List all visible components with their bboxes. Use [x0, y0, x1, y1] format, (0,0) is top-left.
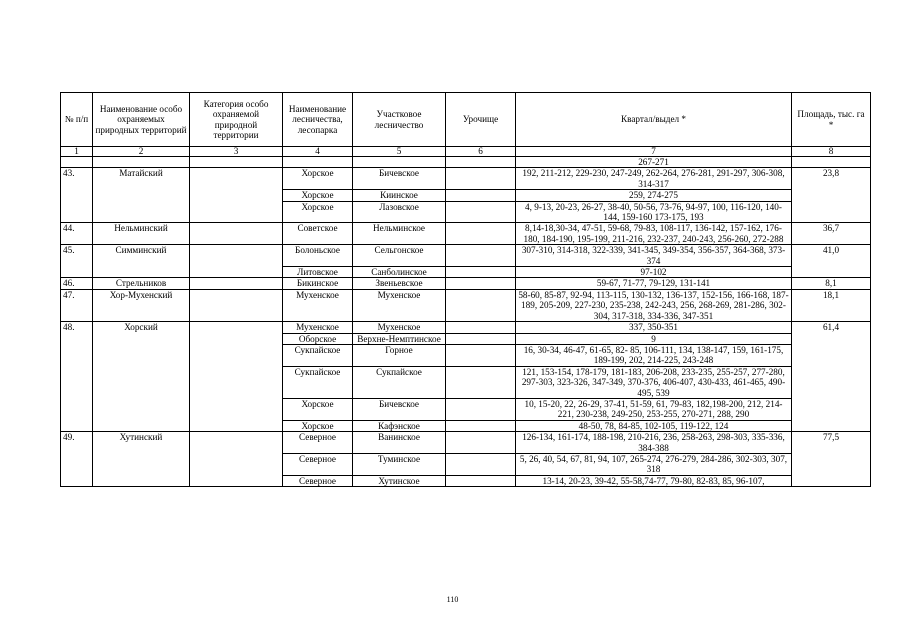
- cell-tract: [446, 475, 516, 486]
- cell-district-forestry: Сельгонское: [353, 245, 446, 267]
- column-number: 6: [446, 147, 516, 157]
- cell-district-forestry: Звеньевское: [353, 278, 446, 289]
- table-row: [61, 322, 871, 333]
- cell-quarter: 121, 153-154, 178-179, 181-183, 206-208, 233-235, 255-257, 277-280, 297-303, 323-326, 347-349, 370-376, 406-407, 430-433, 461-465, 490-495, 539: [516, 366, 792, 398]
- header-number: № п/п: [61, 93, 93, 147]
- cell-forestry: Советское: [283, 223, 353, 245]
- cell-number: 46.: [61, 278, 93, 289]
- cell-area: 77,5: [792, 432, 871, 487]
- cell-category: [190, 157, 283, 168]
- column-number: 8: [792, 147, 871, 157]
- cell-forestry: [283, 157, 353, 168]
- cell-tract: [446, 420, 516, 431]
- cell-tract: [446, 201, 516, 223]
- cell-forestry: Мухенское: [283, 289, 353, 321]
- cell-category: [190, 278, 283, 289]
- cell-territory-name: [93, 157, 190, 168]
- column-number: 3: [190, 147, 283, 157]
- header-quarter: Квартал/выдел *: [516, 93, 792, 147]
- cell-category: [190, 223, 283, 245]
- cell-district-forestry: Санболинское: [353, 267, 446, 278]
- cell-number: 49.: [61, 432, 93, 487]
- cell-tract: [446, 190, 516, 201]
- cell-forestry: Сукпайское: [283, 344, 353, 366]
- cell-forestry: Северное: [283, 432, 353, 454]
- cell-district-forestry: Горное: [353, 344, 446, 366]
- table-row: [61, 245, 871, 267]
- cell-territory-name: Хор-Мухенский: [93, 289, 190, 321]
- header-district-forestry: Участковое лесничество: [353, 93, 446, 147]
- cell-district-forestry: Верхне-Немптинское: [353, 333, 446, 344]
- cell-quarter: 337, 350-351: [516, 322, 792, 333]
- cell-quarter: 5, 26, 40, 54, 67, 81, 94, 107, 265-274, 276-279, 284-286, 302-303, 307, 318: [516, 453, 792, 475]
- cell-number: 47.: [61, 289, 93, 321]
- cell-area: 41,0: [792, 245, 871, 278]
- cell-quarter: 9: [516, 333, 792, 344]
- header-forestry: Наименование лесничества, лесопарка: [283, 93, 353, 147]
- cell-forestry: Хорское: [283, 201, 353, 223]
- cell-quarter: 10, 15-20, 22, 26-29, 37-41, 51-59, 61, 79-83, 182,198-200, 212, 214-221, 230-238, 249-250, 253-255, 270-271, 288, 290: [516, 398, 792, 420]
- cell-area: 61,4: [792, 322, 871, 432]
- cell-category: [190, 322, 283, 432]
- cell-forestry: Северное: [283, 475, 353, 486]
- cell-tract: [446, 267, 516, 278]
- cell-district-forestry: Нельминское: [353, 223, 446, 245]
- cell-territory-name: Стрельников: [93, 278, 190, 289]
- cell-forestry: Мухенское: [283, 322, 353, 333]
- cell-area: 23,8: [792, 168, 871, 223]
- cell-forestry: Хорское: [283, 398, 353, 420]
- cell-tract: [446, 432, 516, 454]
- column-number: 5: [353, 147, 446, 157]
- column-numbers-row: [61, 147, 871, 157]
- table-row: [61, 278, 871, 289]
- cell-forestry: Хорское: [283, 420, 353, 431]
- cell-district-forestry: Кафэнское: [353, 420, 446, 431]
- table-row: [61, 168, 871, 190]
- cell-quarter: 4, 9-13, 20-23, 26-27, 38-40, 50-56, 73-76, 94-97, 100, 116-120, 140-144, 159-160 173-175, 193: [516, 201, 792, 223]
- cell-district-forestry: Хутинское: [353, 475, 446, 486]
- cell-forestry: Северное: [283, 453, 353, 475]
- cell-forestry: Бикинское: [283, 278, 353, 289]
- cell-category: [190, 245, 283, 278]
- cell-category: [190, 168, 283, 223]
- table-row: [61, 289, 871, 321]
- cell-quarter: 8,14-18,30-34, 47-51, 59-68, 79-83, 108-117, 136-142, 157-162, 176-180, 184-190, 195-199, 211-216, 232-237, 240-243, 256-260, 272-288: [516, 223, 792, 245]
- protected-areas-table: [60, 92, 871, 487]
- column-number: 2: [93, 147, 190, 157]
- cell-number: 43.: [61, 168, 93, 223]
- cell-forestry: Хорское: [283, 190, 353, 201]
- table-row: [61, 432, 871, 454]
- cell-territory-name: Матайский: [93, 168, 190, 223]
- cell-category: [190, 432, 283, 487]
- cell-tract: [446, 333, 516, 344]
- cell-territory-name: Нельминский: [93, 223, 190, 245]
- cell-area: [792, 157, 871, 168]
- cell-territory-name: Симминский: [93, 245, 190, 278]
- cell-district-forestry: Мухенское: [353, 289, 446, 321]
- header-tract: Урочище: [446, 93, 516, 147]
- cell-forestry: Болоньское: [283, 245, 353, 267]
- table-row: [61, 223, 871, 245]
- header-area: Площадь, тыс. га *: [792, 93, 871, 147]
- cell-area: 36,7: [792, 223, 871, 245]
- cell-number: [61, 157, 93, 168]
- column-number: 1: [61, 147, 93, 157]
- cell-tract: [446, 344, 516, 366]
- cell-district-forestry: Бичевское: [353, 168, 446, 190]
- cell-tract: [446, 278, 516, 289]
- cell-quarter: 16, 30-34, 46-47, 61-65, 82- 85, 106-111, 134, 138-147, 159, 161-175, 189-199, 202, 214-225, 243-248: [516, 344, 792, 366]
- page-number: 110: [446, 595, 459, 604]
- column-number: 7: [516, 147, 792, 157]
- column-number: 4: [283, 147, 353, 157]
- header-territory-name: Наименование особо охраняемых природных территорий: [93, 93, 190, 147]
- cell-quarter: 192, 211-212, 229-230, 247-249, 262-264, 276-281, 291-297, 306-308, 314-317: [516, 168, 792, 190]
- cell-number: 48.: [61, 322, 93, 432]
- cell-district-forestry: Киинское: [353, 190, 446, 201]
- cell-tract: [446, 245, 516, 267]
- cell-territory-name: Хорский: [93, 322, 190, 432]
- cell-quarter: 126-134, 161-174, 188-198, 210-216, 236, 258-263, 298-303, 335-336, 384-388: [516, 432, 792, 454]
- cell-tract: [446, 366, 516, 398]
- cell-tract: [446, 289, 516, 321]
- cell-category: [190, 289, 283, 321]
- cell-tract: [446, 223, 516, 245]
- cell-forestry: Литовское: [283, 267, 353, 278]
- cell-number: 45.: [61, 245, 93, 278]
- cell-district-forestry: [353, 157, 446, 168]
- cell-quarter: 307-310, 314-318, 322-339, 341-345, 349-354, 356-357, 364-368, 373-374: [516, 245, 792, 267]
- header-category: Категория особо охраняемой природной территории: [190, 93, 283, 147]
- cell-tract: [446, 322, 516, 333]
- cell-district-forestry: Сукпайское: [353, 366, 446, 398]
- cell-district-forestry: Бичевское: [353, 398, 446, 420]
- cell-tract: [446, 453, 516, 475]
- table-row: [61, 157, 871, 168]
- cell-forestry: Хорское: [283, 168, 353, 190]
- cell-tract: [446, 157, 516, 168]
- cell-quarter: 97-102: [516, 267, 792, 278]
- cell-district-forestry: Мухенское: [353, 322, 446, 333]
- cell-territory-name: Хутинский: [93, 432, 190, 487]
- cell-tract: [446, 398, 516, 420]
- cell-number: 44.: [61, 223, 93, 245]
- cell-quarter: 48-50, 78, 84-85, 102-105, 119-122, 124: [516, 420, 792, 431]
- cell-district-forestry: Туминское: [353, 453, 446, 475]
- cell-area: 18,1: [792, 289, 871, 321]
- cell-district-forestry: Лазовское: [353, 201, 446, 223]
- cell-area: 8,1: [792, 278, 871, 289]
- cell-district-forestry: Ванинское: [353, 432, 446, 454]
- cell-quarter: 58-60, 85-87, 92-94, 113-115, 130-132, 136-137, 152-156, 166-168, 187-189, 205-209, 227-230, 235-238, 242-243, 256, 268-269, 281-286, 302-304, 317-318, 334-336, 347-351: [516, 289, 792, 321]
- cell-quarter: 267-271: [516, 157, 792, 168]
- cell-tract: [446, 168, 516, 190]
- cell-quarter: 59-67, 71-77, 79-129, 131-141: [516, 278, 792, 289]
- cell-forestry: Оборское: [283, 333, 353, 344]
- cell-quarter: 13-14, 20-23, 39-42, 55-58,74-77, 79-80, 82-83, 85, 96-107,: [516, 475, 792, 486]
- cell-forestry: Сукпайское: [283, 366, 353, 398]
- cell-quarter: 259, 274-275: [516, 190, 792, 201]
- table-header-row: [61, 93, 871, 147]
